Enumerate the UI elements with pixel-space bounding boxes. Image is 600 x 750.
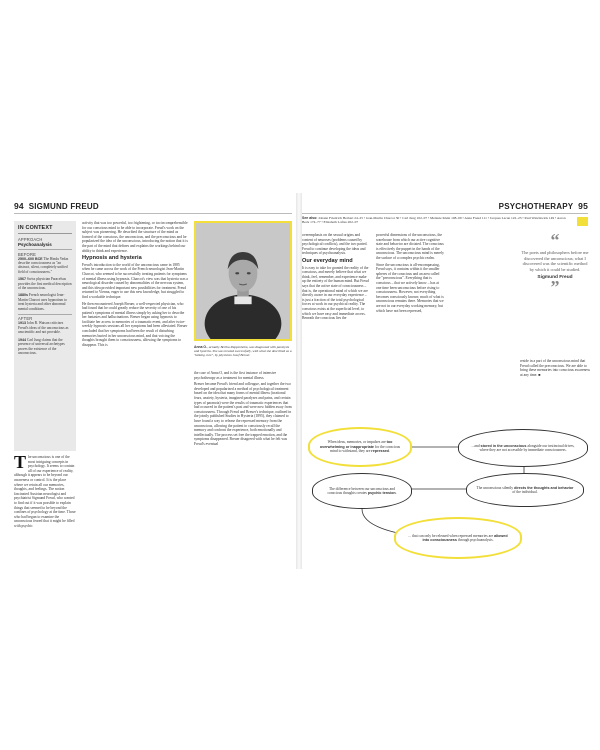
body-paragraph: overemphasis on the sexual origins and content of neuroses (problems caused by psychological conflicts), and the two parted. Freud to continue developing the ideas and techniques of psychoanalysis.: [302, 233, 368, 256]
pull-quote: [520, 230, 590, 351]
see-also: [302, 216, 572, 225]
right-header-rule: [302, 213, 588, 214]
close-quote-icon: ”: [550, 277, 560, 298]
body-paragraph: the case of Anna O, and is the first instance of intensive psychotherapy as a treatment for mental illness.: [194, 371, 277, 380]
open-quote-icon: “: [550, 230, 560, 250]
left-running-head: [14, 201, 99, 211]
approach-value: Psychoanalysis: [18, 242, 52, 247]
left-page-number: 94: [14, 201, 24, 211]
entry-year: 2500–600 BCE: [18, 256, 43, 261]
before-label: BEFORE: [18, 251, 37, 257]
before-entry: [18, 293, 72, 311]
entry-text: The Hindu Vedas describe consciousness as "an abstract, silent, completely unified field of consciousness.": [18, 256, 69, 274]
see-also-text: Johann Friedrich Herbart 24–25 • Jean-Martin Charcot 30 • Carl Jung 102–07 • Melanie Klein 108–09 • Anna Freud 111 • Jacques Lacan 122–23 • Paul Watzlawick 149 • Aaron Beck 174–77 • Elizabeth Loftus 202–07: [302, 216, 566, 225]
before-entry: [18, 277, 72, 290]
after-entry: [18, 321, 72, 334]
book-spread: [6, 193, 594, 569]
right-page-title: PSYCHOTHERAPY: [498, 202, 574, 211]
ctx-divider: [18, 249, 72, 250]
photo-caption: [194, 345, 292, 358]
diagram-cloud-storage: [458, 429, 588, 467]
connector-line: [362, 509, 398, 533]
in-context-box: [14, 221, 76, 451]
entry-year: 1880s: [18, 293, 28, 298]
intro-paragraph: [14, 455, 76, 567]
entry-text: French neurologist Jean-Martin Charcot uses hypnotism to treat hysteria and other abnormal mental conditions.: [18, 293, 67, 311]
left-page-title: SIGMUND FREUD: [28, 202, 99, 211]
right-column-2: [376, 233, 444, 421]
cloud-text: The unconscious silently directs the thoughts and behavior of the individual.: [476, 485, 574, 494]
before-entry: [18, 257, 72, 275]
in-context-title: IN CONTEXT: [18, 225, 72, 234]
body-paragraph: He then encountered Joseph Breuer, a well-respected physician, who had found that he could greatly reduce the severity of one of his patient's symptoms of mental illness simply by asking her to describe her fantasies and hallucinations. Breuer began using hypnosis to facilitate her access to memories of a traumatic event, and after twice-weekly hypnosis sessions all her symptoms had been alleviated. Breuer concluded that her symptoms had been the result of disturbing memories buried in her unconscious mind, and that voicing the thoughts brought them to consciousness, allowing the symptoms to disappear. This is: [82, 301, 188, 347]
left-header-rule: [14, 213, 292, 214]
intro-text: he unconscious is one of the most intriguing concepts in psychology. It seems to contain all of our experience of reality, although it appears to be beyond our awareness or control. It is the place where we retain all our memories, thoughts, and feelings. The notion fascinated Austrian neurologist and psychiatrist Sigmund Freud, who wanted to find out if it was possible to explain things that seemed to be beyond the confines of psychology at the time. Those who had begun to examine the unconscious feared that it might be filled with psychic: [14, 455, 76, 528]
diagram-cloud-direction: [466, 473, 584, 507]
cloud-text: When ideas, memories, or impulses are too overwhelming or inappropriate for the conscious mind to withstand, they are repressed.: [319, 440, 401, 454]
right-column-3: [520, 359, 590, 399]
right-running-head: [499, 201, 588, 211]
right-page: [302, 193, 594, 569]
caption-name: Anna O.: [194, 345, 207, 349]
subhead-everyday-mind: Our everyday mind: [302, 257, 353, 264]
diagram-cloud-tension: [312, 473, 412, 509]
subhead-hypnosis: Hypnosis and hysteria: [82, 255, 142, 262]
entry-year: 1567: [18, 277, 26, 282]
diagram-cloud-repression: [308, 427, 412, 467]
entry-year: 1913: [18, 321, 26, 326]
entry-text: John B. Watson criticizes Freud's ideas of the unconscious as unscientific and not provable.: [18, 321, 69, 335]
after-entry: [18, 338, 72, 356]
entry-text: Carl Jung claims that the presence of universal archetypes proves the existence of the unconscious.: [18, 337, 65, 355]
quote-author: Sigmund Freud: [537, 275, 573, 281]
cloud-text: ...and stored in the unconscious alongside our instinctual drives, where they are not accessible by immediate consciousness.: [471, 443, 575, 452]
body-paragraph: Breuer became Freud's friend and colleague, and together the two developed and popularized a method of psychological treatment based on the idea that many forms of mental illness (irrational fears, anxiety, hysteria, imagined paralyses and pains, and certain types of paranoia) were the results of traumatic experiences that had occurred in the patient's past and were now hidden away from consciousness. Through Freud and Breuer's technique, outlined in the jointly published Studies in Hysteria (1895), they claimed to have found a way to release the repressed memory from the unconscious, allowing the patient to consciously recall the memory and confront the experience, both emotionally and intellectually. The process set free the trapped emotion, and the symptoms disappeared. Breuer disagreed with what he felt was Freud's eventual: [194, 382, 292, 446]
entry-year: 1944: [18, 337, 26, 342]
body-paragraph: Freud's introduction to the world of the unconscious came in 1885 when he came across the work of the French neurologist Jean-Martin Charcot, who seemed to be successfully treating patients for symptoms of mental illness using hypnosis. Charcot's view was that hysteria was a neurological disorder caused by abnormalities of the nervous system, and this idea provided important new possibilities for treatment. Freud returned to Vienna, eager to use this new knowledge, but struggled to find a workable technique.: [82, 262, 188, 299]
right-column-1: [302, 233, 370, 421]
see-also-label: See also:: [302, 216, 318, 220]
left-column-3: [194, 371, 292, 567]
accent-square: [577, 217, 588, 226]
cloud-text: ... that can only be released when repressed memories are allowed into consciousness through psychoanalysis.: [408, 533, 508, 542]
left-page: [6, 193, 296, 569]
cloud-text: The difference between our unconscious and conscious thoughts creates psychic tension.: [327, 486, 397, 495]
after-label: AFTER: [18, 316, 33, 322]
ctx-divider: [18, 314, 72, 315]
entry-text: Swiss physician Paracelsus provides the first medical description of the unconscious.: [18, 277, 72, 290]
body-paragraph: reside in a part of the unconscious mind that Freud called the preconscious. We are able to bring these memories into conscious awareness at any time. ■: [520, 359, 590, 377]
right-page-number: 95: [578, 201, 588, 211]
body-paragraph: activity that was too powerful, too frightening, or too incomprehensible for our conscious mind to be able to incorporate. Freud's work on the subject was pioneering. He described the structure of the mind as formed of the conscious, the unconscious, and the preconscious and he popularized the idea of the unconscious, introducing the notion that it is the part of the mind that defines and explains the workings behind our ability to think and experience.: [82, 221, 188, 253]
body-paragraph: Since the unconscious is all-encompassing, Freud says, it contains within it the smaller spheres of the conscious and an area called the "preconscious". Everything that is conscious – that we actively know – has at one time been unconscious before rising to consciousness. However, not everything becomes consciously known; much of what is unconscious remains there. Memories that we are not in our everyday working memory, but which have not been repressed,: [376, 262, 444, 313]
body-paragraph: It is easy to take for granted the reality of the conscious, and merely believe that what we think, feel, remember, and experience make up the entirety of the human mind. But Freud says that the active state of consciousness – that is, the operational mind of which we are directly aware in our everyday experience – is just a fraction of the total psychological forces at work in our psychical reality. The conscious exists at the superficial level, to which we have easy and immediate access. Beneath the conscious lies the: [302, 265, 369, 321]
caption-text: , actually Bertha Pappenheim, was diagnosed with paralysis and hysteria. She was treated successfully, with what she described as a "talking cure", by physician Josef Breuer.: [194, 345, 292, 358]
body-paragraph: powerful dimensions of the unconscious, the warehouse from which our active cognitive state and behavior are dictated. The conscious is effectively the puppet in the hands of the unconscious. The unconscious mind is merely the surface of a complex psychic realm.: [376, 233, 444, 260]
anna-o-photo: [194, 221, 292, 341]
left-column-2: [82, 221, 188, 567]
diagram-cloud-release: [394, 517, 522, 559]
drop-cap: T: [14, 455, 27, 472]
quote-text: The poets and philosophers before me discovered the unconscious; what I discovered was the scientific method by which it could be studied.: [521, 250, 589, 272]
unconscious-diagram: [302, 425, 594, 567]
approach-label: APPROACH: [18, 237, 43, 242]
